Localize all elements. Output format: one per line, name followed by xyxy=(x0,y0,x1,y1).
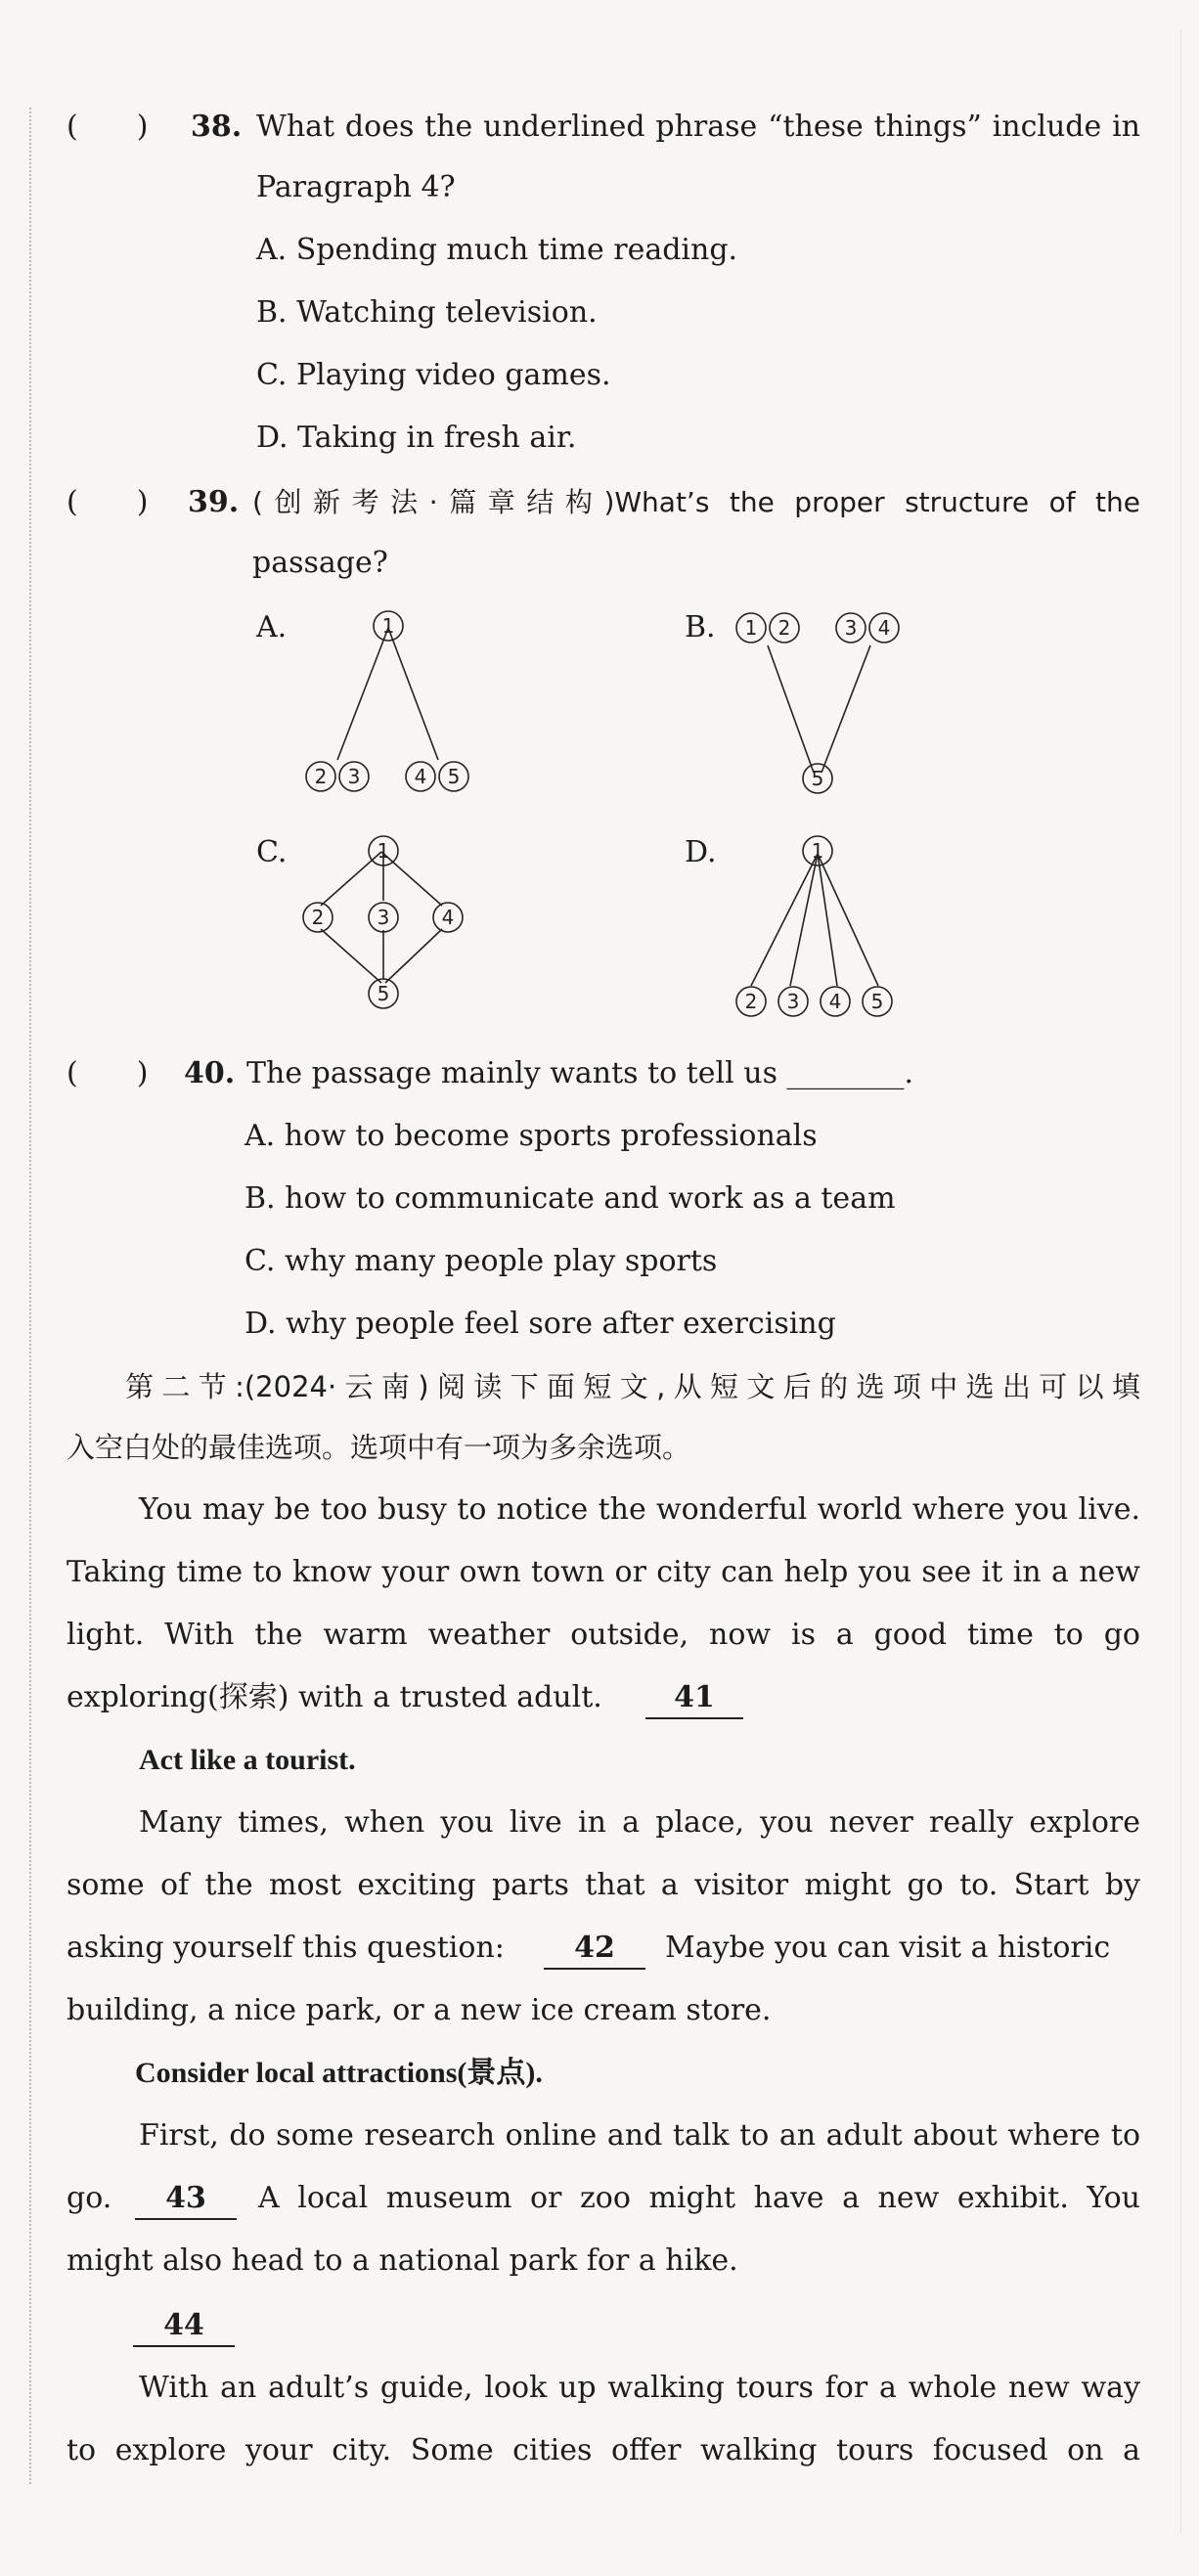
passage-line: building, a nice park, or a new ice cream store. xyxy=(67,1993,772,2027)
subheading-act-like-tourist: Act like a tourist. xyxy=(139,1744,356,1776)
svg-text:2: 2 xyxy=(311,906,325,929)
svg-text:2: 2 xyxy=(314,765,328,788)
question-number: 38. xyxy=(191,110,243,144)
svg-text:3: 3 xyxy=(347,765,361,788)
passage-line: might also head to a national park for a hike. xyxy=(67,2243,738,2278)
subheading-local-attractions: Consider local attractions(景点). xyxy=(135,2057,543,2089)
option-d[interactable]: D. why people feel sore after exercising xyxy=(244,1307,836,1341)
passage-line: Maybe you can visit a historic xyxy=(665,1931,1111,1965)
question-number: 40. xyxy=(184,1056,236,1090)
svg-text:4: 4 xyxy=(877,616,891,640)
passage-line: Many times, when you live in a place, you never really explore xyxy=(139,1805,1140,1840)
passage-line: light. With the warm weather outside, now is a good time to go xyxy=(67,1618,1140,1652)
passage-line: First, do some research online and talk to an adult about where to xyxy=(139,2118,1140,2153)
passage-line: to explore your city. Some cities offer walking tours focused on a xyxy=(67,2433,1140,2467)
blank-43[interactable]: 43 xyxy=(135,2179,237,2220)
answer-bracket[interactable]: ( ) xyxy=(67,110,149,144)
blank-44[interactable]: 44 xyxy=(133,2306,235,2347)
passage-line: exploring(探索) with a trusted adult. xyxy=(67,1680,602,1714)
answer-bracket[interactable]: ( ) xyxy=(67,485,149,519)
option-b[interactable]: B. how to communicate and work as a team xyxy=(244,1181,896,1216)
option-a[interactable]: A. how to become sports professionals xyxy=(244,1119,818,1153)
svg-text:2: 2 xyxy=(744,990,758,1013)
passage-line: asking yourself this question: xyxy=(67,1931,505,1965)
svg-text:5: 5 xyxy=(811,767,824,790)
svg-text:3: 3 xyxy=(377,906,390,929)
blank-41[interactable]: 41 xyxy=(645,1678,743,1719)
svg-text:3: 3 xyxy=(786,990,800,1013)
svg-text:4: 4 xyxy=(414,765,427,788)
svg-text:1: 1 xyxy=(377,839,390,863)
question-stem: The passage mainly wants to tell us ________. xyxy=(246,1056,914,1090)
option-d-label[interactable]: D. xyxy=(685,835,717,869)
svg-text:1: 1 xyxy=(744,616,758,640)
answer-bracket[interactable]: ( ) xyxy=(67,1056,149,1090)
option-d[interactable]: D. Taking in fresh air. xyxy=(256,421,577,455)
passage-line: A local museum or zoo might have a new exhibit. You xyxy=(258,2181,1140,2215)
structure-diagram-b[interactable] xyxy=(724,597,939,802)
question-stem-cont: passage? xyxy=(252,546,388,580)
svg-text:1: 1 xyxy=(811,839,824,863)
section-intro: 第二节:(2024·云南)阅读下面短文,从短文后的选项中选出可以填 xyxy=(125,1370,1140,1403)
option-c-label[interactable]: C. xyxy=(256,835,288,869)
option-a-label[interactable]: A. xyxy=(256,610,288,644)
svg-text:5: 5 xyxy=(447,765,461,788)
svg-text:5: 5 xyxy=(870,990,884,1013)
section-intro-cont: 入空白处的最佳选项。选项中有一项为多余选项。 xyxy=(67,1431,691,1464)
passage-line: some of the most exciting parts that a visitor might go to. Start by xyxy=(67,1868,1140,1902)
structure-diagram-c[interactable] xyxy=(293,829,489,1025)
passage-line: With an adult’s guide, look up walking tours for a whole new way xyxy=(139,2371,1140,2405)
passage-line: You may be too busy to notice the wonderful world where you live. xyxy=(139,1492,1140,1527)
question-stem: (创新考法·篇章结构)What’s the proper structure of the xyxy=(252,486,1140,518)
question-stem-cont: Paragraph 4? xyxy=(256,170,456,204)
margin-dotted-line xyxy=(29,108,31,2484)
svg-text:4: 4 xyxy=(441,906,455,929)
option-c[interactable]: C. Playing video games. xyxy=(256,358,611,392)
svg-text:3: 3 xyxy=(844,616,858,640)
option-c[interactable]: C. why many people play sports xyxy=(244,1244,718,1278)
question-number: 39. xyxy=(188,485,240,519)
passage-line: go. xyxy=(67,2181,112,2215)
svg-text:4: 4 xyxy=(828,990,842,1013)
question-stem: What does the underlined phrase “these things” include in xyxy=(256,110,1140,144)
option-b-label[interactable]: B. xyxy=(685,610,716,644)
svg-text:5: 5 xyxy=(377,982,390,1005)
option-a[interactable]: A. Spending much time reading. xyxy=(256,233,738,267)
svg-text:1: 1 xyxy=(381,614,395,638)
structure-diagram-d[interactable] xyxy=(724,829,939,1025)
passage-line: Taking time to know your own town or city can help you see it in a new xyxy=(67,1555,1140,1589)
blank-42[interactable]: 42 xyxy=(544,1929,645,1970)
svg-text:2: 2 xyxy=(777,616,791,640)
option-b[interactable]: B. Watching television. xyxy=(256,295,598,330)
structure-diagram-a[interactable] xyxy=(293,597,509,792)
margin-line xyxy=(1180,29,1181,2533)
